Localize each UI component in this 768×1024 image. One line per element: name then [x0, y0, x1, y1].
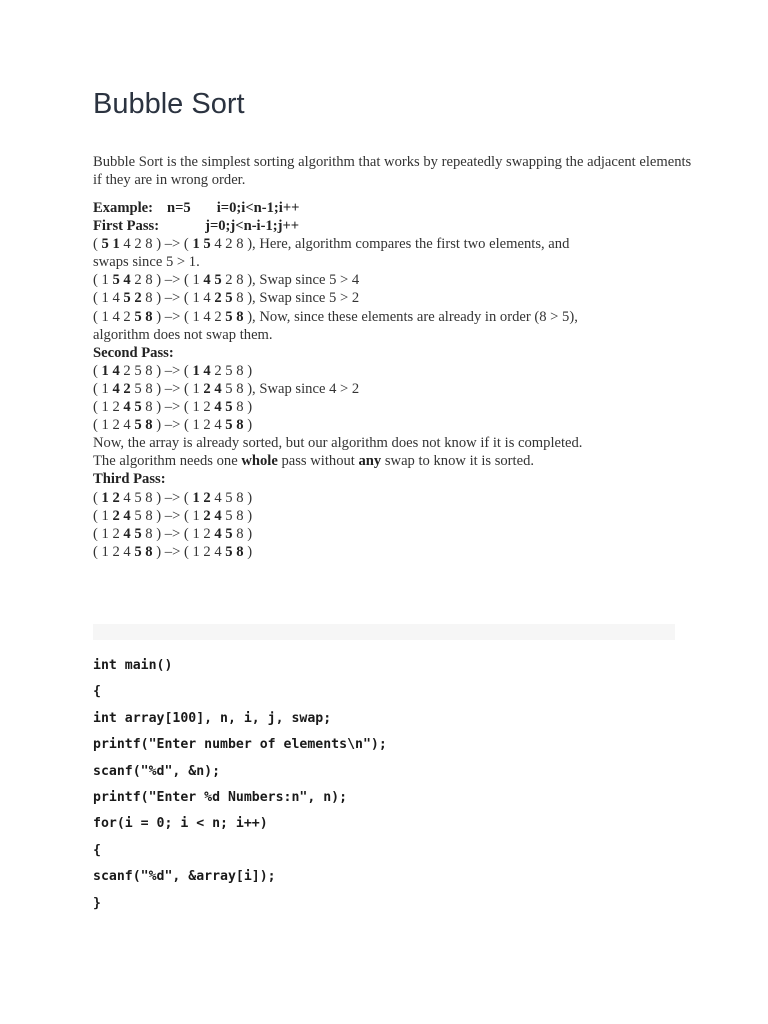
step-text: ( [93, 362, 102, 379]
step-text: 8 ) –> ( 1 2 [141, 399, 215, 416]
sorted-note-line-1: Now, the array is already sorted, but our algorithm does not know if it is completed. [93, 435, 583, 452]
step-text: ( 1 2 [93, 525, 124, 542]
step-text: 4 5 8 ) –> ( [119, 489, 193, 506]
step-compared-pair: 4 5 [214, 399, 233, 416]
step-text: ) –> ( 1 2 4 [152, 543, 226, 560]
step-compared-pair: 5 4 [112, 272, 131, 289]
third-pass-step [93, 543, 693, 561]
step-text: 2 5 8 ) –> ( [119, 362, 193, 379]
example-header-line [93, 199, 693, 217]
step-compared-pair: 5 8 [225, 417, 244, 434]
first-pass-step [93, 289, 693, 307]
code-line: printf("Enter %d Numbers:n", n); [93, 789, 348, 805]
page-title: Bubble Sort [93, 88, 245, 120]
step-text: 8 ) [232, 525, 253, 542]
third-pass-steps [93, 489, 693, 561]
step-compared-pair: 5 1 [101, 236, 120, 253]
third-pass-step [93, 507, 693, 525]
third-pass-step [93, 525, 693, 543]
step-compared-pair: 1 5 [192, 236, 211, 253]
step-text: ) [243, 543, 253, 560]
second-pass-step [93, 362, 693, 380]
step-text: ) –> ( 1 4 2 [152, 308, 226, 325]
code-line: int array[100], n, i, j, swap; [93, 710, 332, 726]
code-line: } [93, 895, 101, 911]
step-text: 5 8 ) [221, 507, 253, 524]
step-text: algorithm does not swap them. [93, 326, 273, 343]
step-text: 4 5 8 ) [210, 489, 253, 506]
example-label: Example: [93, 200, 153, 216]
step-compared-pair: 4 5 [214, 525, 233, 542]
step-text: 8 ) [232, 399, 253, 416]
code-line: int main() [93, 658, 173, 673]
step-text: ( 1 [93, 272, 113, 289]
second-pass-step [93, 416, 693, 434]
code-line: scanf("%d", &array[i]); [93, 869, 276, 885]
step-text: ) –> ( 1 2 4 [152, 417, 226, 434]
second-pass-label: Second Pass: [93, 344, 174, 361]
step-text: 4 2 8 ) –> ( [119, 236, 193, 253]
step-compared-pair: 2 4 [112, 507, 131, 524]
step-text: ( 1 2 4 [93, 417, 135, 434]
first-pass-step [93, 253, 693, 271]
step-compared-pair: 5 2 [123, 290, 142, 307]
step-text: 2 5 8 ) [210, 362, 253, 379]
third-pass-label: Third Pass: [93, 471, 166, 488]
first-pass-steps [93, 235, 693, 344]
step-compared-pair: 4 2 [112, 380, 131, 397]
step-compared-pair: 5 8 [134, 543, 153, 560]
code-line: scanf("%d", &n); [93, 763, 221, 779]
step-compared-pair: 2 4 [203, 507, 222, 524]
intro-paragraph: Bubble Sort is the simplest sorting algorithm that works by repeatedly swapping the adjacent elements if they are in wrong order. [93, 154, 692, 189]
step-text: 8 ) –> ( 1 2 [141, 525, 215, 542]
step-compared-pair: 1 4 [192, 362, 211, 379]
sorted-note-line-2 [93, 452, 693, 470]
step-compared-pair: 4 5 [203, 272, 222, 289]
second-pass-steps [93, 362, 693, 434]
step-compared-pair: 2 4 [203, 380, 222, 397]
first-pass-header-line [93, 217, 693, 235]
code-block [93, 656, 387, 920]
code-block-header-bar [93, 624, 675, 640]
step-text: ( 1 4 2 [93, 308, 135, 325]
first-pass-label: First Pass: [93, 218, 160, 235]
step-compared-pair: 1 2 [101, 489, 120, 506]
step-compared-pair: 1 2 [192, 489, 211, 506]
example-inner-loop: j=0;j<n-i-1;j++ [205, 218, 300, 235]
step-text: ( [93, 489, 102, 506]
step-compared-pair: 1 4 [101, 362, 120, 379]
step-text: 8 ) –> ( 1 4 [141, 290, 215, 307]
step-compared-pair: 4 5 [123, 399, 142, 416]
example-block [93, 199, 693, 561]
code-line: { [93, 842, 101, 858]
step-text: 2 8 ) –> ( 1 [130, 272, 204, 289]
step-text: ( 1 [93, 507, 113, 524]
step-text: ( 1 [93, 380, 113, 397]
step-text: ( 1 4 [93, 290, 124, 307]
step-compared-pair: 5 8 [225, 308, 244, 325]
step-compared-pair: 5 8 [134, 308, 153, 325]
step-compared-pair: 4 5 [123, 525, 142, 542]
first-pass-step [93, 271, 693, 289]
step-text: 5 8 ), Swap since 4 > 2 [221, 380, 360, 397]
step-text: 8 ), Swap since 5 > 2 [232, 290, 360, 307]
sorted-note-text: swap to know it is sorted. [381, 453, 535, 470]
sorted-note-emphasis-whole: whole [241, 453, 278, 470]
step-text: 5 8 ) –> ( 1 [130, 507, 204, 524]
step-text: 4 2 8 ), Here, algorithm compares the first two elements, and [210, 236, 570, 253]
step-compared-pair: 2 5 [214, 290, 233, 307]
first-pass-step [93, 235, 693, 253]
step-text: ( 1 2 [93, 399, 124, 416]
code-line: printf("Enter number of elements\n"); [93, 737, 387, 753]
step-compared-pair: 5 8 [225, 543, 244, 560]
first-pass-step [93, 308, 693, 326]
second-pass-step [93, 380, 693, 398]
step-text: 5 8 ) –> ( 1 [130, 380, 204, 397]
sorted-note-text: The algorithm needs one [93, 453, 242, 470]
example-n: n=5 [167, 200, 191, 216]
step-text: ), Now, since these elements are already in order (8 > 5), [243, 308, 578, 325]
third-pass-step [93, 489, 693, 507]
step-text: ( [93, 236, 102, 253]
step-compared-pair: 5 8 [134, 417, 153, 434]
example-outer-loop: i=0;i<n-1;i++ [216, 200, 300, 216]
second-pass-step [93, 398, 693, 416]
step-text: ( 1 2 4 [93, 543, 135, 560]
code-line: { [93, 684, 101, 700]
code-line: for(i = 0; i < n; i++) [93, 816, 268, 832]
sorted-note-text: pass without [277, 453, 359, 470]
sorted-note-emphasis-any: any [358, 453, 382, 470]
first-pass-step [93, 326, 693, 344]
step-text: ) [243, 417, 253, 434]
step-text: swaps since 5 > 1. [93, 254, 200, 271]
step-text: 2 8 ), Swap since 5 > 4 [221, 272, 360, 289]
